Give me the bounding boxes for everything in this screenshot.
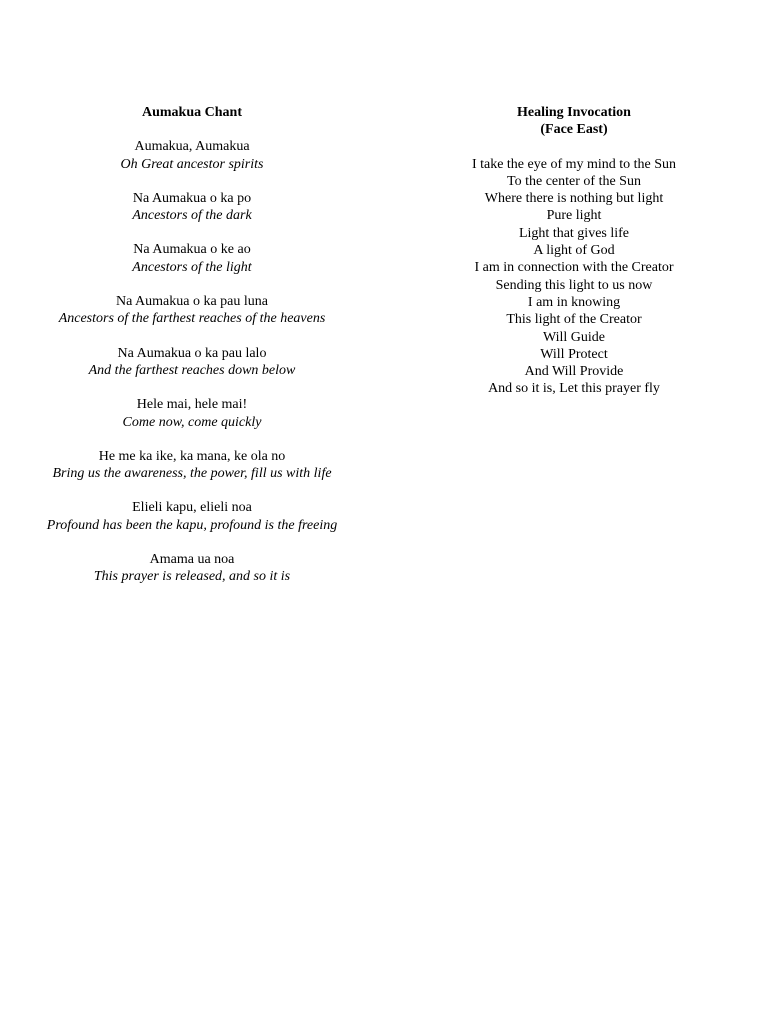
chant-stanza [22, 396, 362, 431]
stanza-english-line: And the farthest reaches down below [88, 362, 296, 378]
stanza-english-line: Ancestors of the farthest reaches of the heavens [58, 311, 326, 327]
stanza-hawaiian-line: Na Aumakua o ka po [132, 190, 252, 206]
chant-stanza [22, 241, 362, 276]
chant-stanza [22, 551, 362, 586]
stanza-hawaiian-line: Na Aumakua o ka pau luna [115, 294, 268, 310]
invocation-line: A light of God [533, 243, 615, 259]
healing-invocation-column [404, 104, 744, 398]
stanza-hawaiian-line: Na Aumakua o ka pau lalo [117, 345, 267, 361]
invocation-line: Will Guide [542, 329, 606, 345]
healing-invocation-title-block [404, 104, 744, 139]
invocation-line: Light that gives life [518, 225, 630, 241]
invocation-line: I am in knowing [527, 294, 621, 310]
stanza-english-line: This prayer is released, and so it is [93, 569, 291, 585]
invocation-line: I take the eye of my mind to the Sun [471, 156, 677, 172]
stanza-hawaiian-line: Amama ua noa [149, 552, 235, 568]
invocation-line: And Will Provide [524, 364, 624, 380]
aumakua-chant-column [22, 104, 362, 603]
stanza-hawaiian-line: He me ka ike, ka mana, ke ola no [98, 448, 286, 464]
invocation-line: This light of the Creator [506, 312, 642, 328]
chant-stanza [22, 138, 362, 173]
invocation-line: Sending this light to us now [495, 277, 653, 293]
healing-invocation-subtitle: (Face East) [540, 122, 608, 138]
invocation-lines [404, 156, 744, 398]
invocation-line: And so it is, Let this prayer fly [488, 381, 660, 397]
aumakua-chant-title: Aumakua Chant [142, 105, 242, 120]
healing-invocation-title: Healing Invocation [517, 105, 631, 120]
stanza-english-line: Ancestors of the light [132, 259, 252, 275]
chant-stanza [22, 448, 362, 483]
chant-stanza [22, 499, 362, 534]
stanza-hawaiian-line: Elieli kapu, elieli noa [132, 500, 252, 516]
stanza-english-line: Ancestors of the dark [132, 208, 252, 224]
stanza-hawaiian-line: Hele mai, hele mai! [136, 397, 248, 413]
invocation-line: Will Protect [540, 346, 608, 362]
stanza-english-line: Bring us the awareness, the power, fill us with life [52, 466, 332, 482]
stanza-hawaiian-line: Aumakua, Aumakua [134, 139, 250, 155]
stanza-hawaiian-line: Na Aumakua o ke ao [133, 242, 251, 258]
stanza-english-line: Profound has been the kapu, profound is the freeing [46, 517, 338, 533]
chant-stanza [22, 293, 362, 328]
chant-stanza [22, 345, 362, 380]
stanza-english-line: Oh Great ancestor spirits [120, 156, 264, 172]
invocation-line: Where there is nothing but light [484, 191, 664, 207]
aumakua-chant-title-block [22, 104, 362, 121]
chant-stanza [22, 190, 362, 225]
invocation-line: To the center of the Sun [507, 173, 641, 189]
stanza-english-line: Come now, come quickly [122, 414, 262, 430]
invocation-line: I am in connection with the Creator [474, 260, 674, 276]
invocation-line: Pure light [546, 208, 602, 224]
